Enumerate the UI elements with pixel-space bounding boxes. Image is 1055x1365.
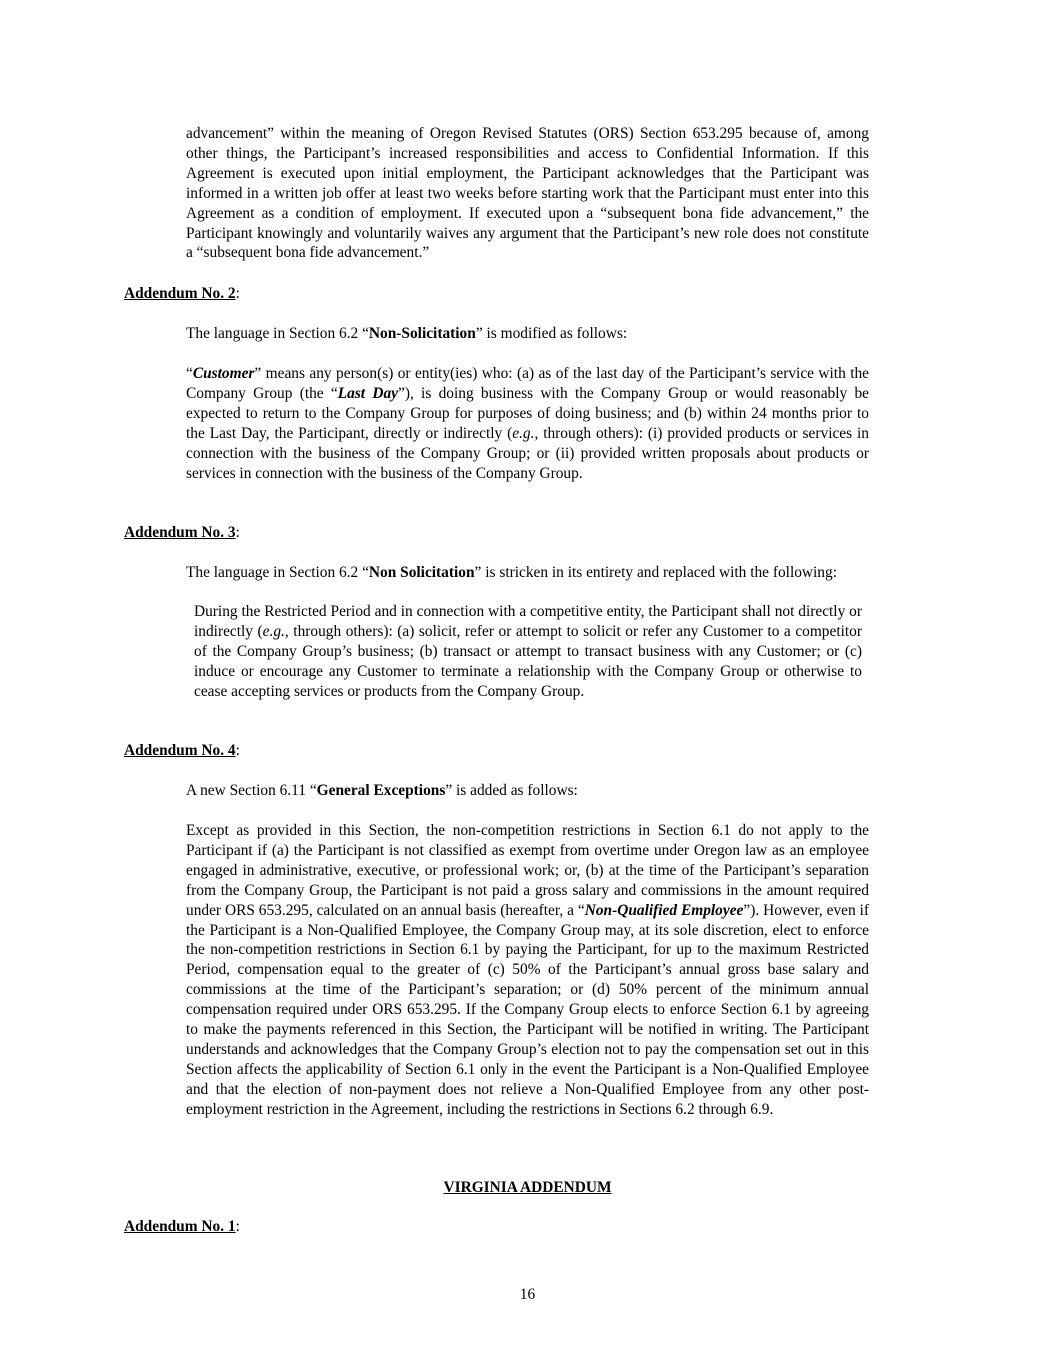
body-text: ”), is doing business with the Company Group or would reasonably be expected to return to the Company Group for purposes of doing business; and (b) within 24 months prior to the Last Day, the Participant, directly or indirectly ( xyxy=(186,384,869,442)
addendum-2-heading-text: Addendum No. 2 xyxy=(124,285,236,302)
addendum-3-heading-text: Addendum No. 3 xyxy=(124,524,236,541)
virginia-addendum-1-heading-text: Addendum No. 1 xyxy=(124,1218,236,1235)
intro-text: ” is stricken in its entirety and replaced with the following: xyxy=(474,564,837,581)
page-number: 16 xyxy=(519,1286,536,1303)
addendum-4-intro xyxy=(186,781,869,801)
addendum-4-body xyxy=(186,821,869,1120)
section-title: Non Solicitation xyxy=(368,564,475,581)
addendum-2-heading xyxy=(124,284,240,304)
addendum-2-body xyxy=(186,364,869,483)
heading-colon: : xyxy=(235,1218,240,1235)
body-text: , through others): (a) solicit, refer or attempt to solicit or refer any Customer to a competitor of the Company Group’s business; (b) transact or attempt to transact business with any Customer; or (c) induce or encourage any Customer to terminate a relationship with the Company Group or otherwise to cease accepting services or products from the Company Group. xyxy=(194,622,862,700)
body-text: “ xyxy=(186,365,193,382)
virginia-addendum-title: VIRGINIA ADDENDUM xyxy=(443,1179,612,1196)
addendum-2-intro xyxy=(186,324,869,344)
intro-text: The language in Section 6.2 “ xyxy=(186,325,369,342)
intro-text: ” is added as follows: xyxy=(445,782,578,799)
heading-colon: : xyxy=(235,524,240,541)
intro-text: ” is modified as follows: xyxy=(475,325,628,342)
addendum-3-heading xyxy=(124,523,240,543)
addendum-3-intro xyxy=(186,563,946,583)
section-title: General Exceptions xyxy=(316,782,446,799)
defined-term-non-qualified-employee: Non-Qualified Employee xyxy=(584,901,744,919)
eg-abbrev: e.g. xyxy=(262,622,285,640)
defined-term-last-day: Last Day xyxy=(337,384,398,402)
addendum-3-body xyxy=(194,602,862,702)
body-text: Except as provided in this Section, the non-competition restrictions in Section 6.1 do not apply to the Participant if (a) the Participant is not classified as exempt from overtime under Oregon law as an employee engaged in administrative, executive, or professional work; or, (b) at the time of the Participant’s separation from the Company Group, the Participant is not paid a gross salary and commissions in the amount required under ORS 653.295, calculated on an annual basis (hereafter, a “ xyxy=(186,822,869,919)
body-text: ”). However, even if the Participant is a Non-Qualified Employee, the Company Group may, at its sole discretion, elect to enforce the non-competition restrictions in Section 6.1 by paying the Participant, for up to the maximum Restricted Period, compensation equal to the greater of (c) 50% of the Participant’s annual gross base salary and commissions at the time of the Participant’s separation; or (d) 50% percent of the minimum annual compensation required under ORS 653.295. If the Company Group elects to enforce Section 6.1 by agreeing to make the payments referenced in this Section, the Participant will be notified in writing. The Participant understands and acknowledges that the Company Group’s election not to pay the compensation set out in this Section affects the applicability of Section 6.1 only in the event the Participant is a Non-Qualified Employee and that the election of non-payment does not relieve a Non-Qualified Employee from any other post-employment restriction in the Agreement, including the restrictions in Sections 6.2 through 6.9. xyxy=(186,901,869,1118)
eg-abbrev: e.g. xyxy=(512,424,535,442)
paragraph-oregon-advancement: advancement” within the meaning of Oregon Revised Statutes (ORS) Section 653.295 because of, among other things, the Participant’s increased responsibilities and access to Confidential Information. If this Agreement is executed upon initial employment, the Participant acknowledges that the Participant was informed in a written job offer at least two weeks before starting work that the Participant must enter into this Agreement as a condition of employment. If executed upon a “subsequent bona fide advancement,” the Participant knowingly and voluntarily waives any argument that the Participant’s new role does not constitute a “subsequent bona fide advancement.” xyxy=(186,125,869,262)
addendum-4-heading xyxy=(124,741,240,761)
addendum-4-heading-text: Addendum No. 4 xyxy=(124,742,236,759)
heading-colon: : xyxy=(235,742,240,759)
virginia-addendum-1-heading xyxy=(124,1217,240,1237)
intro-text: A new Section 6.11 “ xyxy=(186,782,317,799)
intro-text: The language in Section 6.2 “ xyxy=(186,564,369,581)
section-title: Non-Solicitation xyxy=(368,325,476,342)
body-text: , through others): (i) provided products or services in connection with the business of the Company Group; or (ii) provided written proposals about products or services in connection with the business of the Company Group. xyxy=(186,424,869,482)
body-text: ” means any person(s) or entity(ies) who: (a) as of the last day of the Participant’s service with the Company Group (the “ xyxy=(186,365,869,402)
defined-term-customer: Customer xyxy=(192,365,255,382)
body-text: During the Restricted Period and in connection with a competitive entity, the Participant shall not directly or indirectly ( xyxy=(194,603,862,640)
heading-colon: : xyxy=(235,285,240,302)
